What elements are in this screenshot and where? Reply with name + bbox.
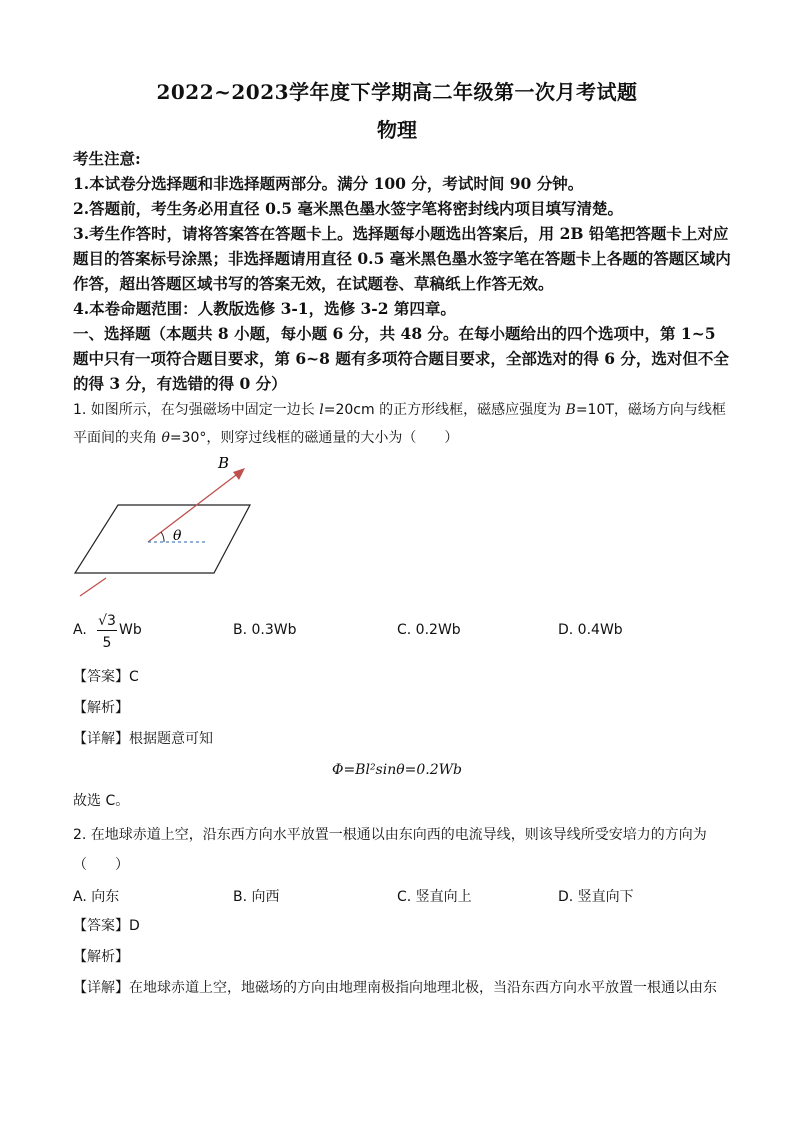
notes-item: 4.本卷命题范围：人教版选修 3-1，选修 3-2 第四章。 [73,299,456,318]
q2-answer: 【答案】D [73,918,140,934]
notes-item: 2.答题前，考生务必用直径 0.5 毫米黑色墨水签字笔将密封线内项目填写清楚。 [73,199,623,218]
square-frame [75,505,250,573]
exam-page: 2022~2023学年度下学期高二年级第一次月考试题 物理 考生注意: 1.本试卷分选择题和非选择题两部分。满分 100 分，考试时间 90 分钟。 2.答题前，考生务必用直径 0.5 毫米黑色墨水签字笔将密封线内项目填写清楚。 3.考生作答时，请将答案答在答题卡上。选择题每小题选出答案后，用 2B 铅笔把答题卡上对应题目的答案标号涂黑；非选择题请用直径 0.5 毫米黑色墨水签字笔在答题卡上各题的答题区域内作答，超出答题区域书写的答案无效，在试题卷、草稿纸上作答无效。 4.本卷命题范围：人教版选修 3-1，选修 3-2 第四章。 一、选择题（本题共 8 小题，每小题 6 分，共 48 分。在每小题给出的四个选项中，第 1~5 题中只有一项符合题目要求，第 6~8 题有多项符合题目要求，全部选对的得 6 分，选对但不全的得 3 分，有选错的得 0 分） 1. 如图所示，在匀强磁场中固定一边长 l=20cm 的正方形线框，磁感应强度为 B=10T，磁场方向与线框平面间的夹角 θ=30°，则穿过线框的磁通量的大小为（ ） θ B A. √3 5 Wb B. 0.3Wb C. 0.2Wb D. 0.4Wb 【答案】C 【解析】 【详解】根据题意可知 Φ=Bl²sinθ=0.2Wb 故选 C。 2. 在地球赤道上空，沿东西方向水平放置一根通以由东向西的电流导线，则该导线所受安培力的方向为（ ） A. 向东 B. 向西 C. 竖直向上 D. 竖直向下 【答案】D 【解析】 【详解】在地球赤道上空，地磁场的方向由地理南极指向地理北极，当沿东西方向水平放置一根通以由东 [0,0,794,1123]
notes-item: 1.本试卷分选择题和非选择题两部分。满分 100 分，考试时间 90 分钟。 [73,174,584,193]
question-1-figure [70,452,270,602]
field-vector-upper [148,472,240,542]
section-heading: 一、选择题（本题共 8 小题，每小题 6 分，共 48 分。在每小题给出的四个选项中，第 1~5 题中只有一项符合题目要求，第 6~8 题有多项符合题目要求，全部选对的得 6 分，选对但不全的得 3 分，有选错的得 0 分） [73,324,729,393]
exam-title: 2022~2023学年度下学期高二年级第一次月考试题 [156,80,638,104]
question-1-stem: 1. 如图所示，在匀强磁场中固定一边长 l=20cm 的正方形线框，磁感应强度为 B=10T，磁场方向与线框平面间的夹角 θ=30°，则穿过线框的磁通量的大小为（ ） [73,402,726,446]
field-arrowhead [233,468,245,480]
label-B: B [218,454,230,472]
q2-detail: 【详解】在地球赤道上空，地磁场的方向由地理南极指向地理北极，当沿东西方向水平放置一根通以由东 [73,980,717,996]
label-theta: θ [173,528,182,544]
question-2-stem: 2. 在地球赤道上空，沿东西方向水平放置一根通以由东向西的电流导线，则该导线所受安培力的方向为（ ） [73,827,707,873]
notes-heading: 考生注意: [73,149,141,168]
q1-option-d: D. 0.4Wb [558,622,623,638]
angle-arc [161,532,164,542]
q1-formula: Φ=Bl²sinθ=0.2Wb [331,762,463,778]
q2-option-d: D. 竖直向下 [558,889,634,905]
exam-notes [73,146,733,396]
q2-option-a: A. 向东 [73,889,120,905]
q1-conclusion: 故选 C。 [73,793,130,809]
q1-detail: 【详解】根据题意可知 [73,731,213,747]
q1-option-b: B. 0.3Wb [233,622,297,638]
field-vector-lower [80,578,106,596]
q2-option-b: B. 向西 [233,889,280,905]
q1-answer: 【答案】C [73,669,139,685]
q1-analysis-tag: 【解析】 [73,700,129,716]
exam-subject: 物理 [377,118,417,142]
q2-analysis-tag: 【解析】 [73,949,129,965]
q2-option-c: C. 竖直向上 [397,889,472,905]
notes-item: 3.考生作答时，请将答案答在答题卡上。选择题每小题选出答案后，用 2B 铅笔把答题卡上对应题目的答案标号涂黑；非选择题请用直径 0.5 毫米黑色墨水签字笔在答题卡上各题的答题区域内作答，超出答题区域书写的答案无效，在试题卷、草稿纸上作答无效。 [73,224,731,293]
q1-option-c: C. 0.2Wb [397,622,461,638]
